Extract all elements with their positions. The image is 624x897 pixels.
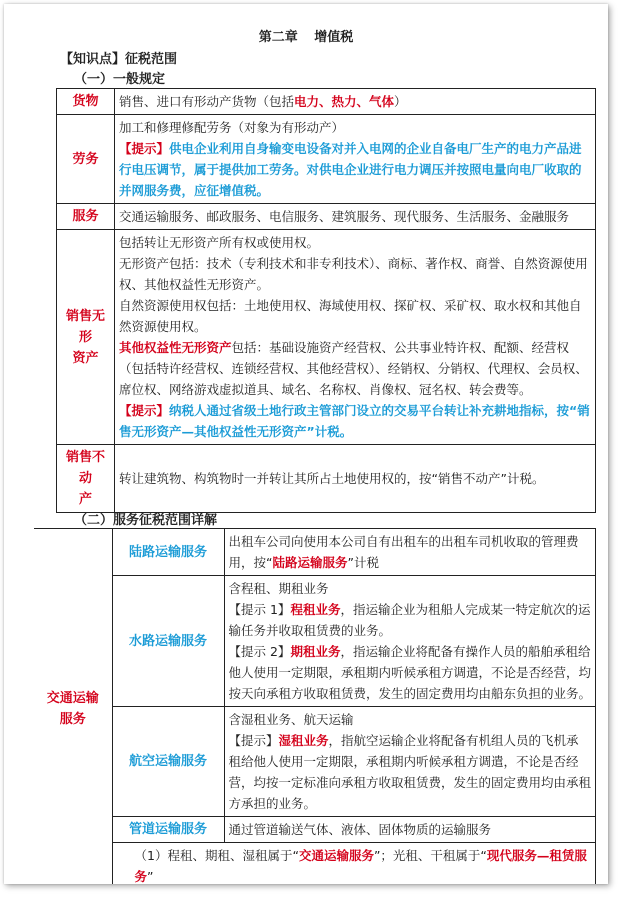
air-desc [224, 707, 596, 817]
land-highlight: 陆路运输服务 [272, 555, 348, 570]
tip-highlight: 湿租业务 [278, 733, 329, 748]
realestate-desc: 转让建筑物、构筑物时一并转让其所占土地使用权的，按“销售不动产”计税。 [115, 445, 596, 513]
goods-text: 销售、进口有形动产货物（包括 [119, 94, 295, 109]
note-highlight-1: 交通运输服务 [298, 848, 374, 863]
section-service-details: （二）服务征税范围详解 [74, 513, 218, 528]
table-row-realestate [57, 445, 596, 513]
tip-text: 供电企业利用自身输变电设备对并入电网的企业自备电厂生产的电力产品进行电压调节，属于提供加工劳务。对供电企业进行电力调压并按照电量向电厂收取的并网服务费，应征增值税。 [119, 141, 582, 198]
intangible-tip [119, 400, 591, 442]
transport-service-table [34, 528, 596, 884]
labor-tip [119, 138, 591, 201]
general-rules-table [56, 88, 596, 513]
label-land-transport: 陆路运输服务 [112, 529, 224, 576]
chapter-number: 第二章 [258, 30, 298, 45]
label-water-transport: 水路运输服务 [112, 576, 224, 707]
pipe-desc: 通过管道输送气体、液体、固体物质的运输服务 [224, 817, 596, 843]
intangible-desc [115, 230, 596, 445]
knowledge-point-heading: 【知识点】征税范围 [60, 52, 178, 67]
water-line: 含程租、期租业务 [228, 581, 329, 596]
label-line-1: 交通运输 [46, 691, 99, 706]
air-tip [229, 730, 592, 814]
tip-highlight: 程租业务 [290, 602, 341, 617]
water-tip2 [229, 641, 592, 704]
tip-text: ，指运输企业将配备有操作人员的船舶承租给他人使用一定期限，承租期内听候承租方调遣，不论是否经营，均按天向承租方收取租赁费，发生的固定费用均由船东负担的业务。 [228, 644, 592, 701]
table-row-pipe [34, 817, 596, 843]
chapter-heading [4, 26, 608, 45]
intangible-p2: 无形资产包括：技术（专利技术和非专利技术）、商标、著作权、商誉、自然资源使用权、其他权益性无形资产。 [119, 256, 588, 292]
note-highlight-2: 现代服务—租赁服务 [134, 848, 587, 884]
service-desc: 交通运输服务、邮政服务、电信服务、建筑服务、现代服务、生活服务、金融服务 [115, 204, 596, 230]
chapter-title: 增值税 [314, 30, 354, 45]
tip-tag: 【提示】 [119, 403, 170, 418]
note-text-mid: ”；光租、干租属于“ [373, 848, 487, 863]
land-text: 出租车公司向使用本公司自有出租车的出租车司机收取的管理费用，按“ [228, 534, 579, 570]
intangible-p1: 包括转让无形资产所有权或使用权。 [119, 235, 320, 250]
table-row-service [57, 204, 596, 230]
tip-tag: 【提示】 [119, 141, 170, 156]
intangible-p4-highlight: 其他权益性无形资产 [119, 340, 232, 355]
table-row-air [34, 707, 596, 817]
label-realestate [57, 445, 115, 513]
label-line-2: 服务 [59, 712, 86, 727]
label-line-2: 资产 [72, 350, 99, 366]
tip-tag: 【提示】 [228, 733, 279, 748]
document-page [4, 4, 608, 884]
land-text-end: ”计税 [347, 555, 379, 570]
table-row-goods [57, 89, 596, 115]
label-goods: 货物 [57, 89, 115, 115]
tip-text: ，指航空运输企业将配备有机组人员的飞机承租给他人使用一定期限，承租期内听候承租方调遣，不论是否经营，均按一定标准向承租方收取租赁费，发生的固定费用均由承租方承担的业务。 [228, 733, 592, 811]
labor-desc [115, 115, 596, 204]
water-tip1 [229, 599, 592, 641]
goods-desc [115, 89, 596, 115]
intangible-p4-text: 包括：基础设施资产经营权、公共事业特许权、配额、经营权（包括特许经营权、连锁经营权、其他经营权）、经销权、分销权、代理权、会员权、席位权、网络游戏虚拟道具、域名、名称权、肖像权、冠名权、转会费等。 [119, 340, 588, 397]
label-line-1: 销售无形 [65, 308, 105, 345]
label-labor: 劳务 [57, 115, 115, 204]
note-text: （1）程租、期租、湿租属于“ [134, 848, 299, 863]
note-text-end: ” [147, 869, 154, 884]
table-row-water [34, 576, 596, 707]
air-line: 含湿租业务、航天运输 [228, 712, 354, 727]
labor-line: 加工和修理修配劳务（对象为有形动产） [119, 120, 345, 135]
label-air-transport: 航空运输服务 [112, 707, 224, 817]
label-service: 服务 [57, 204, 115, 230]
table-row-intangible [57, 230, 596, 445]
goods-text-end: ） [394, 94, 407, 109]
intangible-p3: 自然资源使用权包括：土地使用权、海域使用权、探矿权、采矿权、取水权和其他自然资源使用权。 [119, 298, 582, 334]
section-general-rules: （一）一般规定 [74, 72, 166, 87]
tip-tag: 【提示 1】 [228, 602, 291, 617]
table-row-land [34, 529, 596, 576]
label-line-2: 产 [78, 492, 92, 507]
label-transport [34, 529, 112, 885]
water-desc [224, 576, 596, 707]
goods-highlight: 电力、热力、气体 [294, 94, 395, 109]
tip-text: 纳税人通过省级土地行政主管部门设立的交易平台转让补充耕地指标，按“销售无形资产—其他权益性无形资产”计税。 [119, 403, 590, 439]
tip-tag: 【提示 2】 [228, 644, 291, 659]
table-row-labor [57, 115, 596, 204]
tip-text: ，指运输企业为租船人完成某一特定航次的运输任务并收取租赁费的业务。 [228, 602, 591, 638]
label-line-1: 销售不动 [65, 450, 105, 486]
label-intangible [57, 230, 115, 445]
intangible-p4 [119, 337, 591, 400]
land-desc [224, 529, 596, 576]
note-desc [112, 843, 596, 885]
label-pipe-transport: 管道运输服务 [112, 817, 224, 843]
table-row-note [34, 843, 596, 885]
tip-highlight: 期租业务 [290, 644, 341, 659]
